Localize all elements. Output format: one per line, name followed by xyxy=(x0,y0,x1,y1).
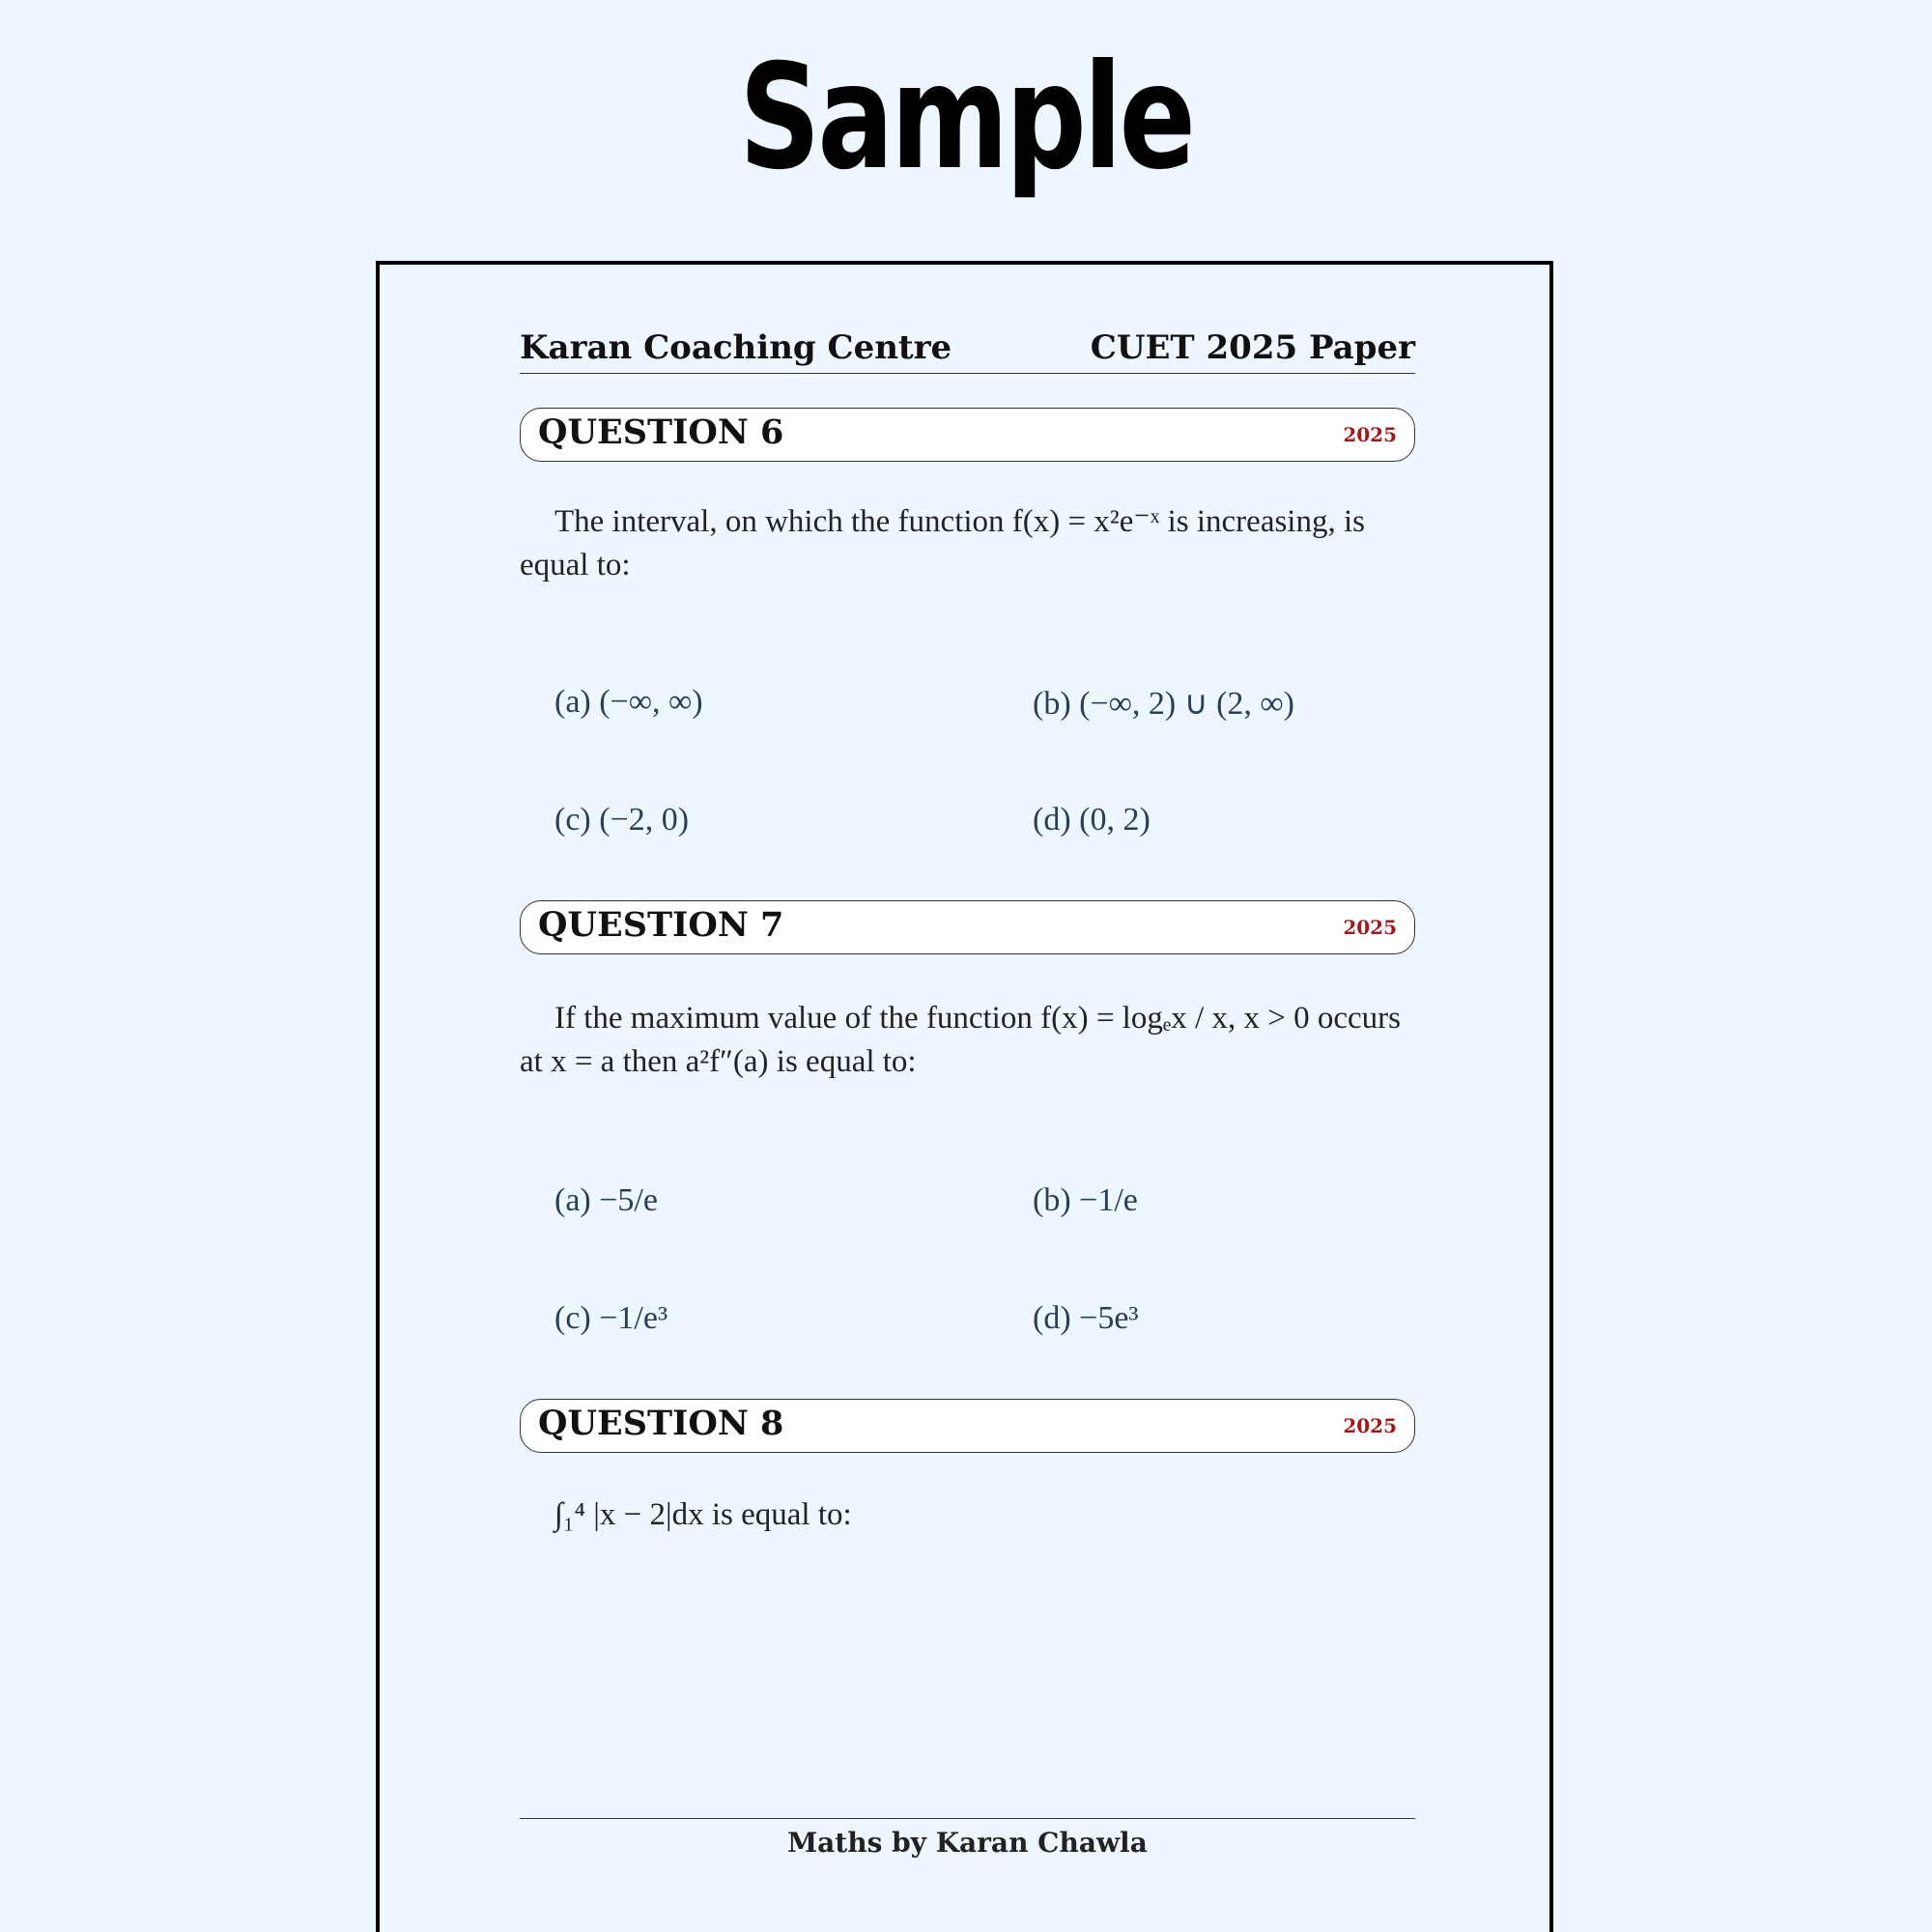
question-year: 2025 xyxy=(1343,423,1397,446)
question-7-option-b[interactable]: (b) −1/e xyxy=(1033,1182,1138,1218)
page-header xyxy=(520,328,1415,374)
sample-watermark-title: Sample xyxy=(739,34,1193,202)
question-title: QUESTION 8 xyxy=(538,1404,784,1443)
question-7-text: If the maximum value of the function f(x) = logₑx / x, x > 0 occurs at x = a then a²f″(a) is equal to: xyxy=(520,1001,1401,1079)
question-title: QUESTION 7 xyxy=(538,905,784,945)
question-6-option-c[interactable]: (c) (−2, 0) xyxy=(554,802,690,838)
question-7-option-c[interactable]: (c) −1/e³ xyxy=(554,1300,668,1336)
question-6-option-b[interactable]: (b) (−∞, 2) ∪ (2, ∞) xyxy=(1033,686,1294,722)
page-footer: Maths by Karan Chawla xyxy=(520,1818,1415,1859)
question-year: 2025 xyxy=(1343,1414,1397,1437)
question-7-option-d[interactable]: (d) −5e³ xyxy=(1033,1300,1139,1336)
header-institute: Karan Coaching Centre xyxy=(520,328,952,367)
question-7-option-a[interactable]: (a) −5/e xyxy=(554,1182,658,1218)
question-7-header xyxy=(520,900,1415,954)
paper-page xyxy=(376,261,1553,1932)
question-title: QUESTION 6 xyxy=(538,412,784,452)
header-paper: CUET 2025 Paper xyxy=(1090,328,1415,367)
question-6-text: The interval, on which the function f(x) = x²e⁻ˣ is increasing, is equal to: xyxy=(520,504,1365,582)
question-6-option-d[interactable]: (d) (0, 2) xyxy=(1033,802,1151,838)
question-year: 2025 xyxy=(1343,916,1397,939)
question-8-text: ∫₁⁴ |x − 2|dx is equal to: xyxy=(554,1497,852,1532)
question-6-option-a[interactable]: (a) (−∞, ∞) xyxy=(554,684,703,720)
question-8-header xyxy=(520,1399,1415,1453)
question-6-header xyxy=(520,408,1415,462)
